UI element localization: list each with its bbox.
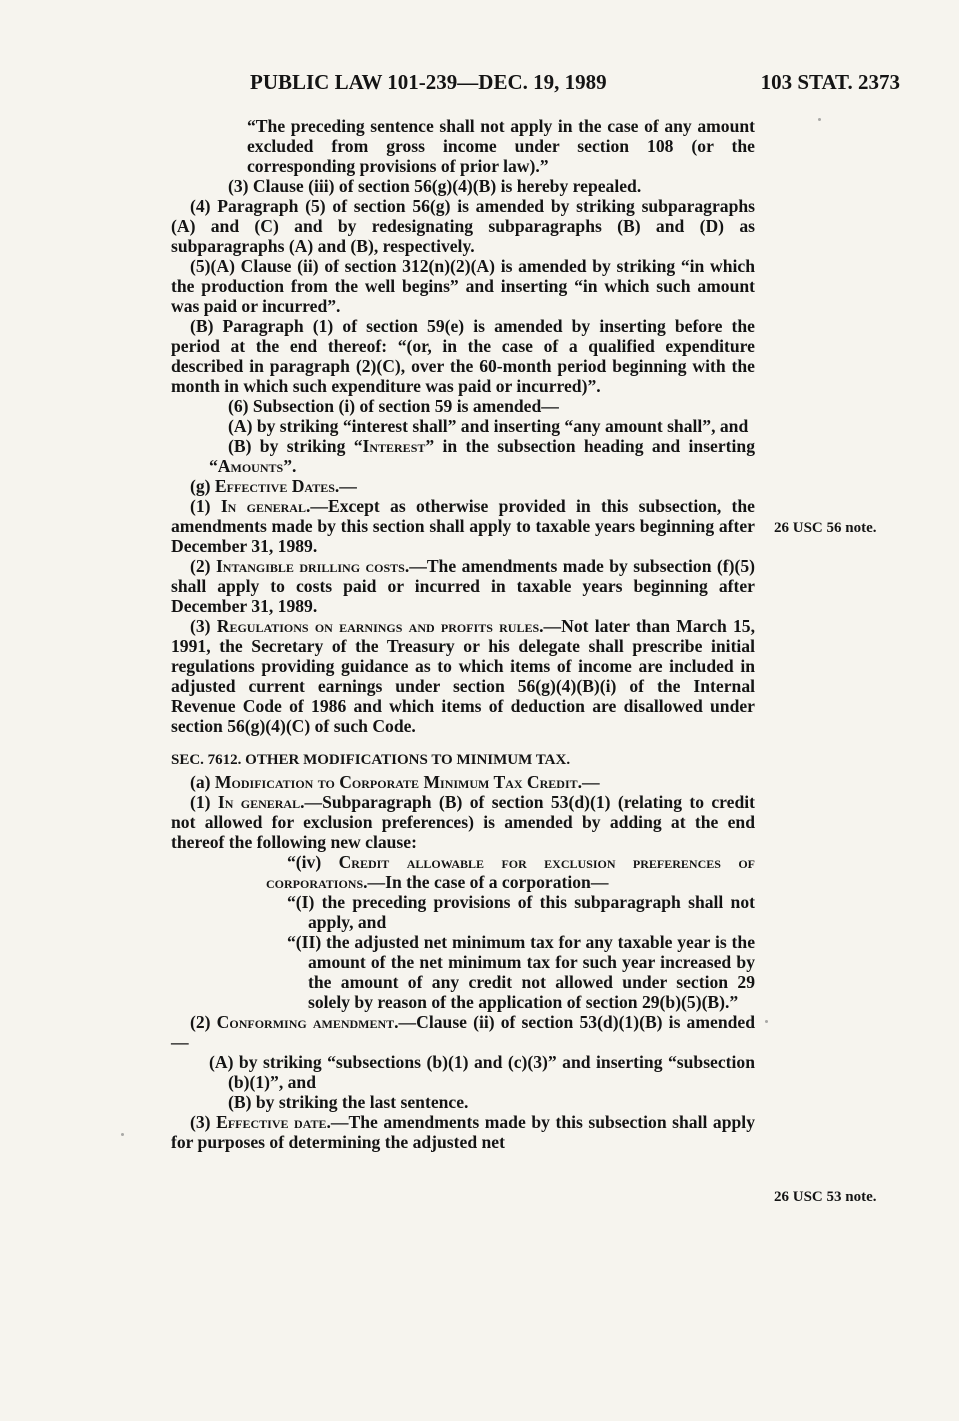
paragraph-g3: (3) Regulations on earnings and profits rules.—Not later than March 15, 1991, the Secretary of the Treasury or his delegate shall prescribe initial regulations providing guidance as to which items of income are included in adjusted current earnings under section 56(g)(4)(B)(i) of the Internal Revenue Code of 1986 and which items of deduction are disallowed under section 56(g)(4)(C) of such Code.: [171, 616, 756, 736]
paragraph-a2: (2) Conforming amendment.—Clause (ii) of section 53(d)(1)(B) is amended—: [171, 1012, 755, 1052]
paragraph-a3: (3) Effective date.—The amendments made by this subsection shall apply for purposes of determining the adjusted net: [171, 1112, 755, 1152]
public-law-citation: PUBLIC LAW 101-239—DEC. 19, 1989: [250, 70, 607, 94]
subclause-i: “(I) the preceding provisions of this subparagraph shall not apply, and: [287, 892, 755, 932]
paragraph-a1: (1) In general.—Subparagraph (B) of section 53(d)(1) (relating to credit not allowed for exclusion preferences) is amended by adding at the end thereof the following new clause:: [171, 792, 755, 852]
statute-text: [171, 116, 755, 1152]
paragraph-a2a: (A) by striking “subsections (b)(1) and (c)(3)” and inserting “subsection (b)(1)”, and: [209, 1052, 755, 1092]
paragraph-f3: (3) Clause (iii) of section 56(g)(4)(B) is hereby repealed.: [228, 176, 642, 196]
subclause-ii: “(II) the adjusted net minimum tax for any taxable year is the amount of the net minimum tax for such year increased by the amount of any credit not allowed under section 29 solely by reason of the application of section 29(b)(5)(B).”: [287, 932, 755, 1012]
clause-iv: “(iv) Credit allowable for exclusion preferences of corporations.—In the case of a corporation—: [266, 852, 755, 892]
paragraph-f4: (4) Paragraph (5) of section 56(g) is amended by striking subparagraphs (A) and (C) and by redesignating subparagraphs (B) and (D) as subparagraphs (A) and (B), respectively.: [171, 196, 755, 256]
section-7612-heading: SEC. 7612. OTHER MODIFICATIONS TO MINIMUM TAX.: [171, 752, 571, 768]
paragraph-f6b: (B) by striking “Interest” in the subsection heading and inserting “Amounts”.: [209, 436, 755, 476]
scan-speck: [121, 1133, 124, 1136]
heading-amounts: Amounts: [217, 456, 284, 476]
statute-page-number: 103 STAT. 2373: [760, 70, 900, 94]
paragraph-f5a: (5)(A) Clause (ii) of section 312(n)(2)(A) is amended by striking “in which the production from the well begins” and inserting “in which such amount was paid or incurred”.: [171, 256, 755, 316]
paragraph-f6: (6) Subsection (i) of section 59 is amended—: [228, 396, 559, 416]
running-header: [250, 70, 900, 100]
subsection-g-heading: (g) Effective Dates.—: [190, 476, 357, 496]
paragraph-a2b: (B) by striking the last sentence.: [228, 1092, 469, 1112]
scan-speck: [818, 118, 821, 121]
margin-note-usc-56: 26 USC 56 note.: [774, 520, 877, 536]
margin-note-usc-53: 26 USC 53 note.: [774, 1189, 877, 1205]
subsection-a-heading: (a) Modification to Corporate Minimum Tax Credit.—: [190, 772, 600, 792]
paragraph-g2: (2) Intangible drilling costs.—The amendments made by subsection (f)(5) shall apply to costs paid or incurred in taxable years beginning after December 31, 1989.: [171, 556, 756, 616]
scan-speck: [765, 1020, 768, 1023]
paragraph-g1: (1) In general.—Except as otherwise provided in this subsection, the amendments made by this section shall apply to taxable years beginning after December 31, 1989.: [171, 496, 755, 556]
heading-interest: Interest: [362, 436, 426, 456]
quoted-sentence: “The preceding sentence shall not apply in the case of any amount excluded from gross income under section 108 (or the corresponding provisions of prior law).”: [247, 116, 755, 176]
paragraph-f5b: (B) Paragraph (1) of section 59(e) is amended by inserting before the period at the end thereof: “(or, in the case of a qualified expenditure described in paragraph (2)(C), over the 60-month period beginning with the month in which such expenditure was paid or incurred)”.: [171, 316, 755, 396]
paragraph-f6a: (A) by striking “interest shall” and inserting “any amount shall”, and: [228, 416, 749, 436]
